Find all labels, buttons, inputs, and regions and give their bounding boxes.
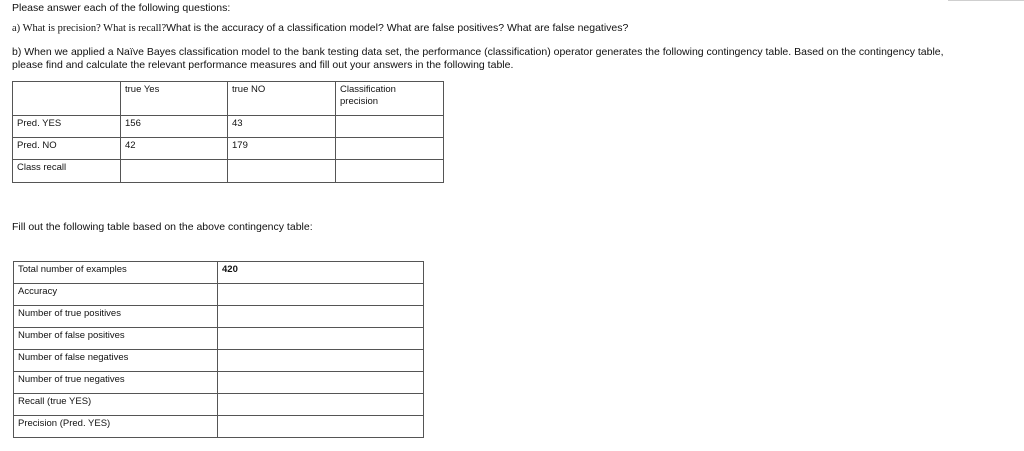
answer-value-precision[interactable] [218,416,424,438]
table-row [14,416,424,438]
answer-value-false-negatives[interactable] [218,350,424,372]
fill-instruction: Fill out the following table based on the above contingency table: [12,221,313,233]
table-row [14,306,424,328]
answers-table [13,261,424,438]
question-b-line2: please find and calculate the relevant performance measures and fill out your answers in the following table. [12,59,514,71]
answer-label-true-positives: Number of true positives [14,306,218,328]
table-row [13,116,444,138]
table-row [14,372,424,394]
answer-value-total[interactable]: 420 [218,262,424,284]
question-a [12,22,628,35]
contingency-header-row [13,82,444,116]
question-a-part1: a) What is precision? What is recall? [12,23,167,34]
question-a-part2: What is the accuracy of a classification model? What are false positives? What are false negatives? [166,22,629,34]
answer-value-true-negatives[interactable] [218,372,424,394]
answer-label-recall: Recall (true YES) [14,394,218,416]
cell-pred-no-true-no: 179 [228,138,336,160]
question-b-line1: b) When we applied a Naïve Bayes classification model to the bank testing data set, the performance (classification) operator generates the following contingency table. Based on the contingency table, [12,46,944,58]
cell-pred-no-true-yes: 42 [121,138,228,160]
table-row [14,262,424,284]
answer-value-recall[interactable] [218,394,424,416]
answer-value-true-positives[interactable] [218,306,424,328]
answer-label-total: Total number of examples [14,262,218,284]
table-row [14,328,424,350]
answer-label-accuracy: Accuracy [14,284,218,306]
cell-pred-no-precision[interactable] [336,138,444,160]
row-label-class-recall: Class recall [13,160,121,183]
header-true-yes: true Yes [121,82,228,116]
table-row [14,394,424,416]
cell-pred-yes-precision[interactable] [336,116,444,138]
table-row [14,284,424,306]
intro-text: Please answer each of the following questions: [12,2,231,14]
cell-recall-true-no[interactable] [228,160,336,183]
answer-label-false-positives: Number of false positives [14,328,218,350]
header-empty-cell [13,82,121,116]
top-rule [948,0,1024,1]
answer-value-false-positives[interactable] [218,328,424,350]
answer-label-precision: Precision (Pred. YES) [14,416,218,438]
contingency-table [12,81,444,183]
table-row [13,138,444,160]
answer-value-accuracy[interactable] [218,284,424,306]
answer-label-true-negatives: Number of true negatives [14,372,218,394]
cell-recall-precision[interactable] [336,160,444,183]
row-label-pred-yes: Pred. YES [13,116,121,138]
cell-pred-yes-true-yes: 156 [121,116,228,138]
answer-label-false-negatives: Number of false negatives [14,350,218,372]
table-row [13,160,444,183]
cell-recall-true-yes[interactable] [121,160,228,183]
cell-pred-yes-true-no: 43 [228,116,336,138]
header-true-no: true NO [228,82,336,116]
table-row [14,350,424,372]
header-class-precision: Classification precision [336,82,444,116]
row-label-pred-no: Pred. NO [13,138,121,160]
